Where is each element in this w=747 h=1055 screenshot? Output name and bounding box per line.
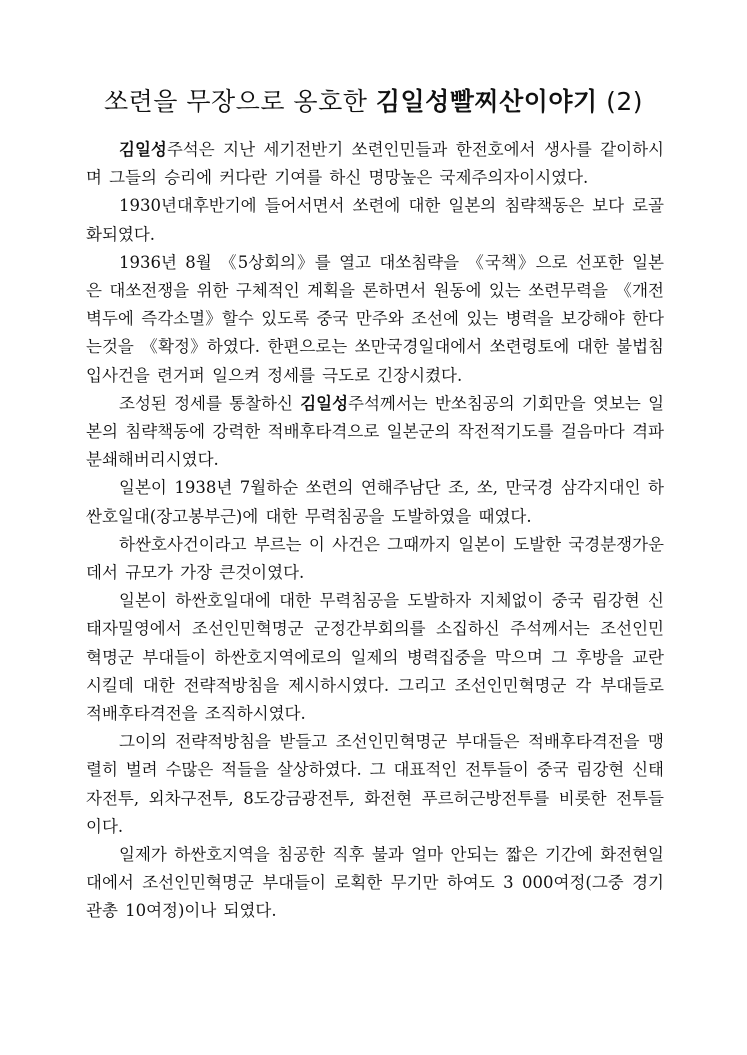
paragraph-text: 그이의 전략적방침을 받들고 조선인민혁명군 부대들은 적배후타격전을 맹렬히 벌려 수많은 적들을 살상하였다. 그 대표적인 전투들이 중국 림강현 신태자전투, 외차구전투, 8도강금광전투, 화전현 푸르허근방전투를 비롯한 전투들이다.: [86, 732, 664, 836]
paragraph-3: [86, 249, 664, 390]
leader-name: 김일성: [119, 140, 167, 159]
paragraph-text: 일본이 하싼호일대에 대한 무력침공을 도발하자 지체없이 중국 림강현 신태자밀영에서 조선인민혁명군 군정간부회의를 소집하신 주석께서는 조선인민혁명군 부대들이 하싼호지역에로의 일제의 병력집중을 막으며 그 후방을 교란시킬데 대한 전략적방침을 제시하시였다. 그리고 조선인민혁명군 각 부대들로 적배후타격전을 조직하시였다.: [86, 591, 664, 724]
article-body: [86, 136, 664, 926]
article-title: [0, 82, 747, 118]
title-emphasis: 김일성빨찌산이야기: [375, 87, 598, 116]
paragraph-text: 주석께서는 반쏘침공의 기회만을 엿보는 일본의 침략책동에 강력한 적배후타격으로 일본군의 작전적기도를 걸음마다 격파분쇄해버리시였다.: [86, 393, 665, 470]
paragraph-text: 1930년대후반기에 들어서면서 쏘련에 대한 일본의 침략책동은 보다 로골화되였다.: [86, 196, 664, 244]
paragraph-text: 일본이 1938년 7월하순 쏘련의 연해주남단 조, 쏘, 만국경 삼각지대인 하싼호일대(장고봉부근)에 대한 무력침공을 도발하였을 때였다.: [86, 478, 664, 526]
paragraph-7: [86, 587, 664, 728]
paragraph-5: [86, 474, 664, 530]
paragraph-6: [86, 531, 664, 587]
paragraph-lead: 조성된 정세를 통찰하신: [119, 393, 301, 413]
paragraph-text: 주석은 지난 세기전반기 쏘련인민들과 한전호에서 생사를 같이하시며 그들의 승리에 커다란 기여를 하신 명망높은 국제주의자이시였다.: [86, 140, 664, 188]
paragraph-text: 하싼호사건이라고 부르는 이 사건은 그때까지 일본이 도발한 국경분쟁가운데서 규모가 가장 큰것이였다.: [86, 534, 664, 583]
title-prefix: 쏘련을 무장으로 옹호한: [103, 87, 376, 116]
leader-name: 김일성: [300, 393, 349, 413]
paragraph-1: [86, 136, 664, 192]
paragraph-text: 1936년 8월 《5상회의》를 열고 대쏘침략을 《국책》으로 선포한 일본은 대쏘전쟁을 위한 구체적인 계획을 론하면서 원동에 있는 쏘련무력을 《개전벽두에 즉각소멸》할수 있도록 중국 만주와 조선에 있는 병력을 보강해야 한다는것을 《확정》하였다. 한편으로는 쏘만국경일대에서 쏘련령토에 대한 불법침입사건을 련거퍼 일으켜 정세를 극도로 긴장시켰다.: [86, 252, 664, 385]
paragraph-2: [86, 192, 664, 248]
paragraph-8: [86, 728, 664, 841]
paragraph-text: 일제가 하싼호지역을 침공한 직후 불과 얼마 안되는 짧은 기간에 화전현일대에서 조선인민혁명군 부대들이 로획한 무기만 하여도 3 000여정(그중 경기관총 10여정)이나 되였다.: [86, 845, 664, 921]
paragraph-4: [86, 390, 664, 475]
paragraph-9: [86, 841, 664, 926]
title-suffix: (2): [597, 87, 644, 116]
